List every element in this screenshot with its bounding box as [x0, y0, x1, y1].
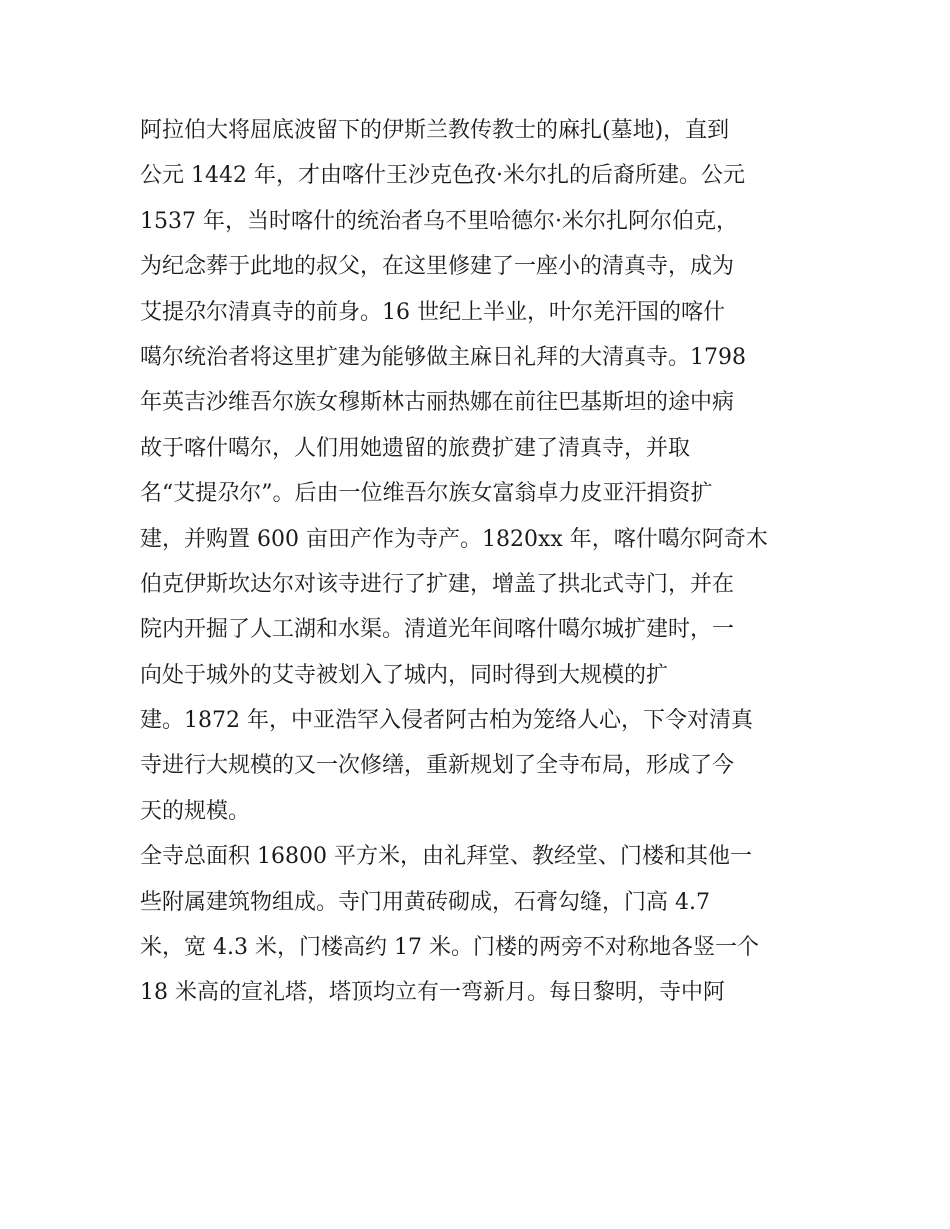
- body-text: [140, 108, 820, 1016]
- text-line: 向处于城外的艾寺被划入了城内，同时得到大规模的扩: [140, 662, 669, 688]
- text-line: 米，宽 4.3 米，门楼高约 17 米。门楼的两旁不对称地各竖一个: [140, 935, 759, 961]
- text-line: 建，并购置 600 亩田产作为寺产。1820xx 年，喀什噶尔阿奇木: [140, 526, 768, 552]
- text-line: 1537 年，当时喀什的统治者乌不里哈德尔·米尔扎阿尔伯克，: [140, 208, 738, 234]
- text-line: 阿拉伯大将屈底波留下的伊斯兰教传教士的麻扎(墓地)，直到: [140, 118, 730, 143]
- text-line: 全寺总面积 16800 平方米，由礼拜堂、教经堂、门楼和其他一: [140, 844, 752, 870]
- text-line: 些附属建筑物组成。寺门用黄砖砌成，石膏勾缝，门高 4.7: [140, 889, 710, 915]
- text-line: 院内开掘了人工湖和水渠。清道光年间喀什噶尔城扩建时，一: [140, 617, 735, 643]
- text-line: 18 米高的宣礼塔，塔顶均立有一弯新月。每日黎明，寺中阿: [140, 980, 725, 1006]
- text-line: 伯克伊斯坎达尔对该寺进行了扩建，增盖了拱北式寺门，并在: [140, 571, 735, 597]
- text-line: 艾提尕尔清真寺的前身。16 世纪上半业，叶尔羌汗国的喀什: [140, 299, 725, 325]
- text-line: 年英吉沙维吾尔族女穆斯林古丽热娜在前往巴基斯坦的途中病: [140, 390, 735, 416]
- text-line: 名“艾提尕尔”。后由一位维吾尔族女富翁卓力皮亚汗捐资扩: [140, 481, 713, 507]
- text-line: 故于喀什噶尔，人们用她遗留的旅费扩建了清真寺，并取: [140, 435, 691, 461]
- text-line: 建。1872 年，中亚浩罕入侵者阿古柏为笼络人心，下令对清真: [140, 708, 753, 734]
- text-line: 为纪念葬于此地的叔父，在这里修建了一座小的清真寺，成为: [140, 254, 735, 280]
- text-line: 公元 1442 年，才由喀什王沙克色孜·米尔扎的后裔所建。公元: [140, 163, 745, 189]
- text-line: 天的规模。: [140, 798, 251, 824]
- text-line: 噶尔统治者将这里扩建为能够做主麻日礼拜的大清真寺。1798: [140, 344, 746, 370]
- text-line: 寺进行大规模的又一次修缮，重新规划了全寺布局，形成了今: [140, 753, 735, 779]
